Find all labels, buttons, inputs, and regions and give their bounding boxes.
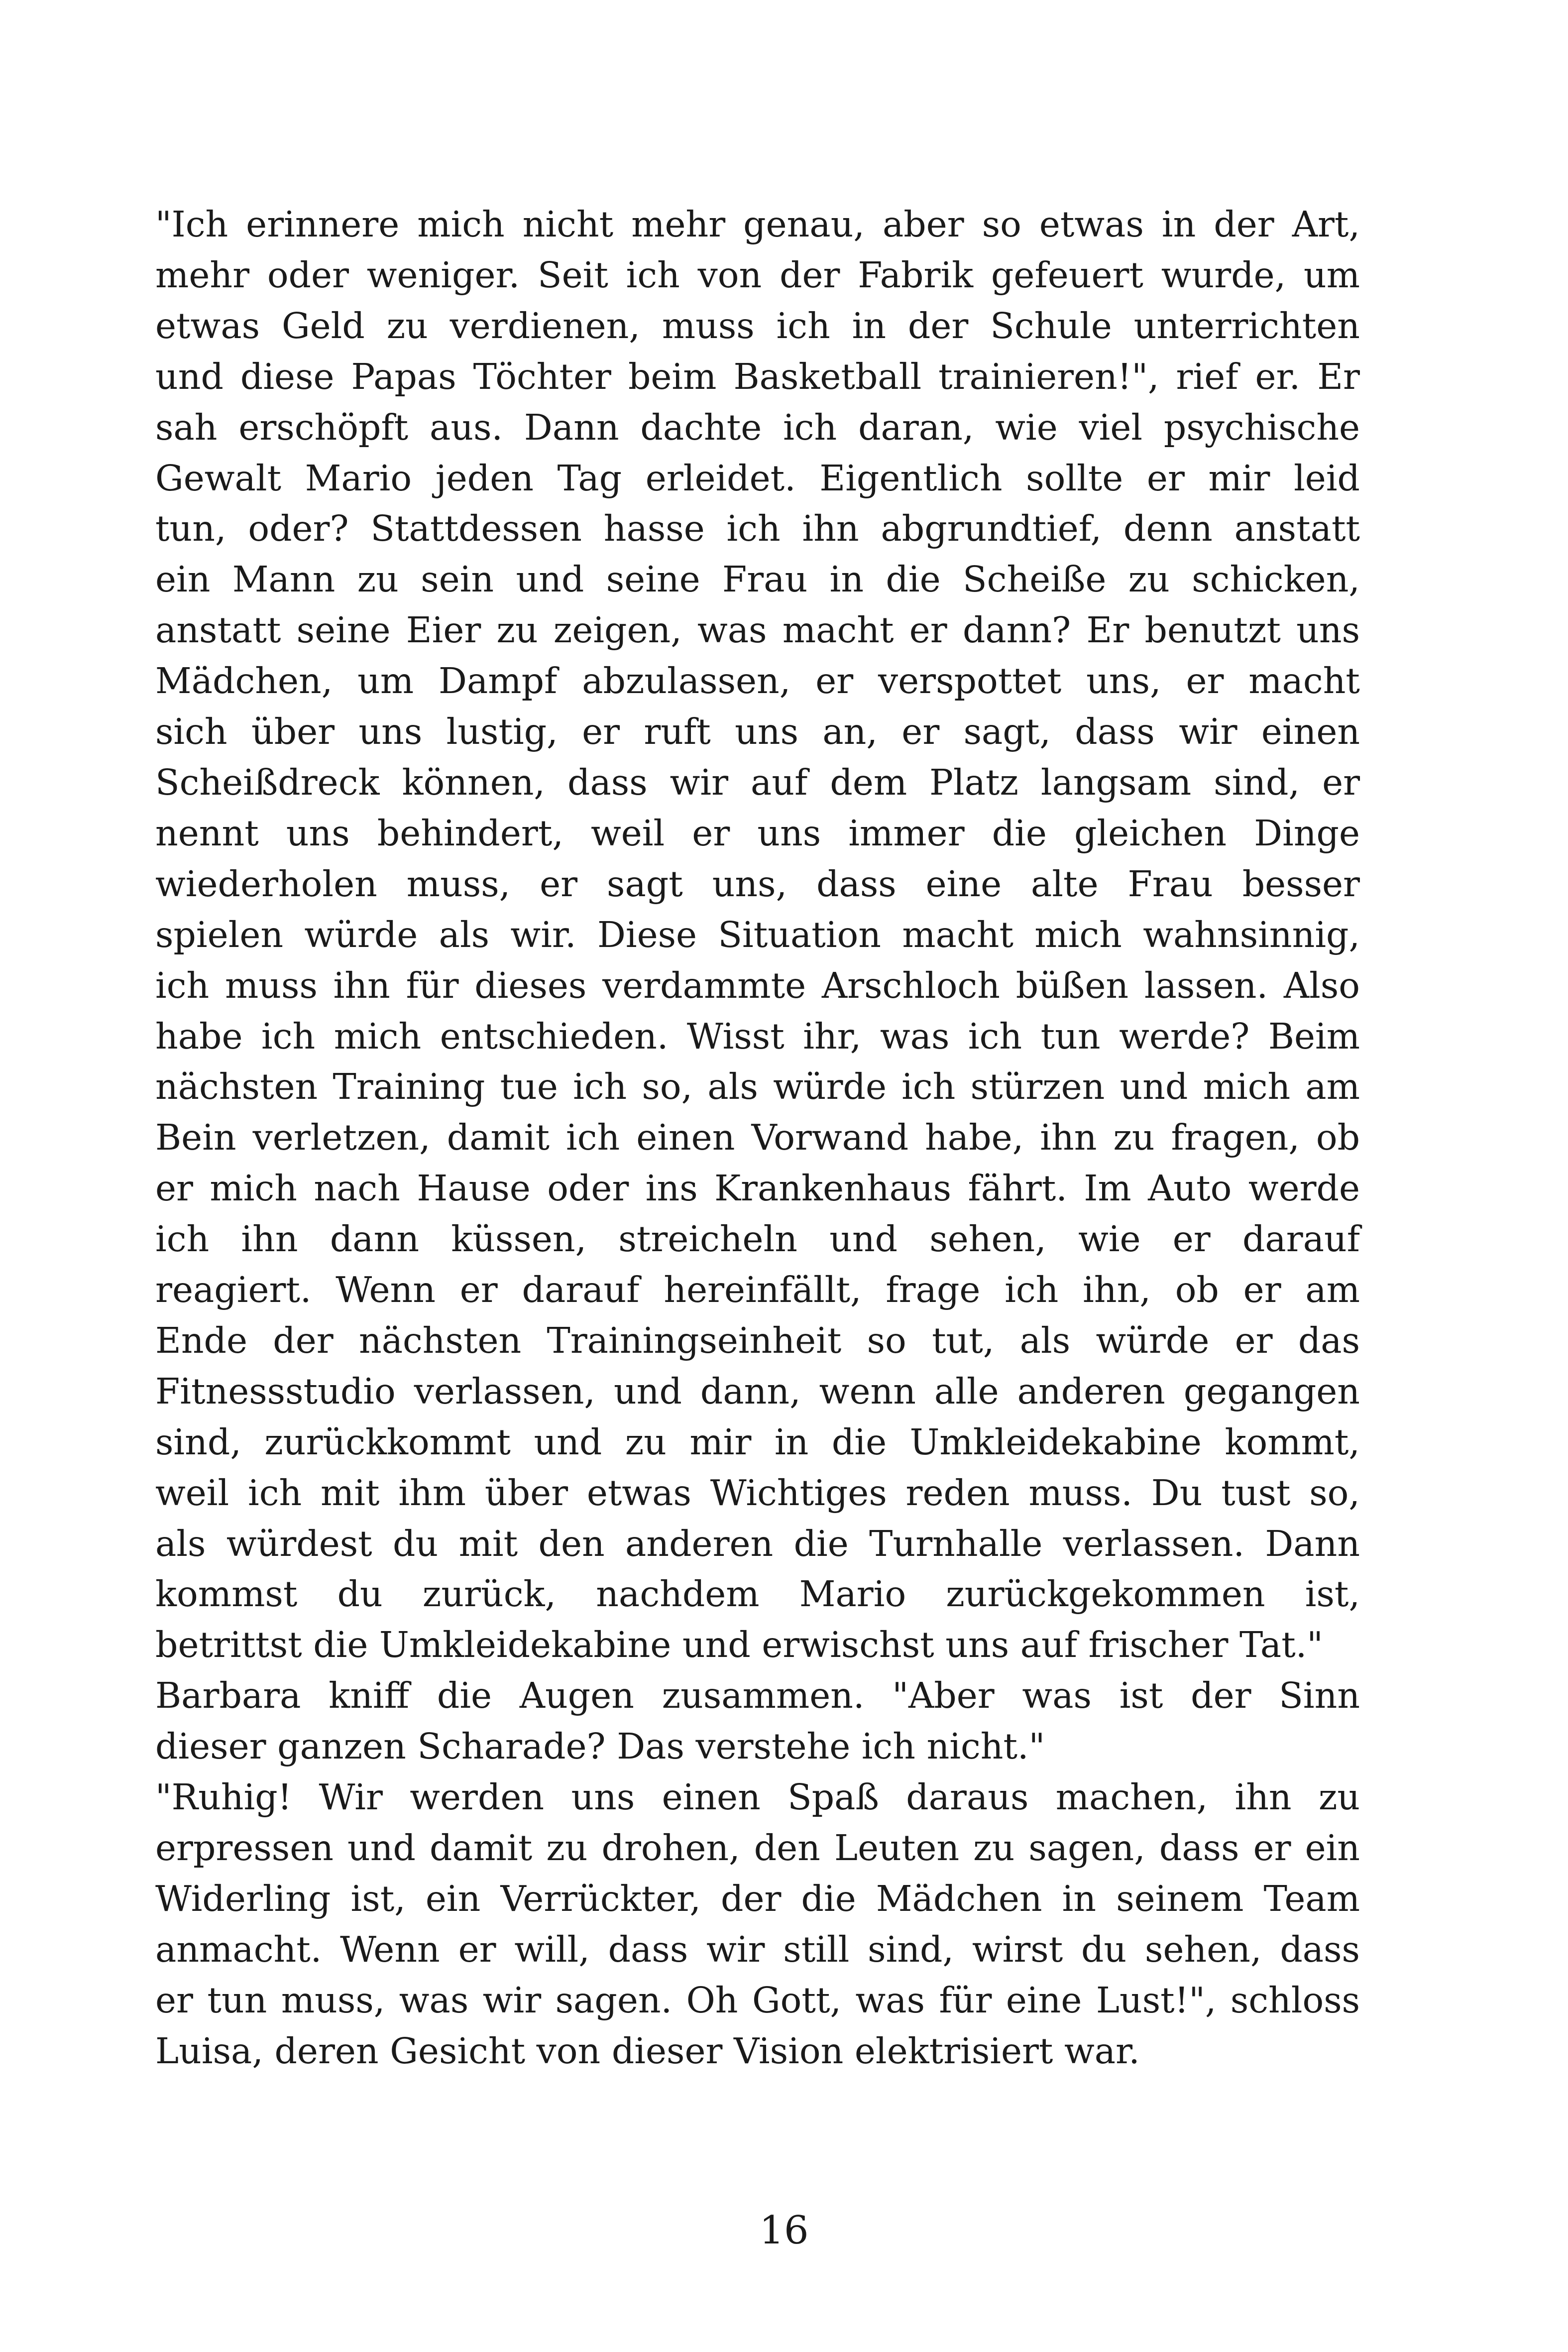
text-line: Mädchen, um Dampf abzulassen, er verspottet uns, er macht	[155, 660, 1360, 702]
page-number: 16	[759, 2208, 809, 2253]
text-line: als würdest du mit den anderen die Turnhalle verlassen. Dann	[155, 1523, 1360, 1564]
text-line: anmacht. Wenn er will, dass wir still sind, wirst du sehen, dass	[155, 1928, 1360, 1970]
text-line: mehr oder weniger. Seit ich von der Fabrik gefeuert wurde, um	[155, 254, 1360, 296]
text-line: sah erschöpft aus. Dann dachte ich daran, wie viel psychische	[155, 406, 1360, 448]
text-line: anstatt seine Eier zu zeigen, was macht er dann? Er benutzt uns	[155, 609, 1360, 651]
text-line: kommst du zurück, nachdem Mario zurückgekommen ist,	[155, 1573, 1360, 1615]
text-line: und diese Papas Töchter beim Basketball trainieren!", rief er. Er	[155, 355, 1360, 397]
text-line: "Ruhig! Wir werden uns einen Spaß daraus machen, ihn zu	[155, 1776, 1360, 1818]
text-line: Widerling ist, ein Verrückter, der die Mädchen in seinem Team	[155, 1878, 1360, 1919]
text-line: er tun muss, was wir sagen. Oh Gott, was für eine Lust!", schloss	[155, 1979, 1360, 2021]
text-line: spielen würde als wir. Diese Situation macht mich wahnsinnig,	[155, 914, 1360, 955]
text-line: nächsten Training tue ich so, als würde ich stürzen und mich am	[155, 1066, 1360, 1108]
text-line: etwas Geld zu verdienen, muss ich in der Schule unterrichten	[155, 305, 1360, 347]
text-line: ich muss ihn für dieses verdammte Arschloch büßen lassen. Also	[155, 964, 1360, 1006]
text-line: Gewalt Mario jeden Tag erleidet. Eigentlich sollte er mir leid	[155, 457, 1360, 499]
text-line: tun, oder? Stattdessen hasse ich ihn abgrundtief, denn anstatt	[155, 508, 1360, 550]
text-line: Fitnessstudio verlassen, und dann, wenn alle anderen gegangen	[155, 1370, 1360, 1412]
text-line: betrittst die Umkleidekabine und erwischst uns auf frischer Tat."	[155, 1624, 1323, 1666]
text-line: Luisa, deren Gesicht von dieser Vision elektrisiert war.	[155, 2030, 1140, 2072]
text-line: "Ich erinnere mich nicht mehr genau, aber so etwas in der Art,	[155, 204, 1360, 245]
text-line: Ende der nächsten Trainingseinheit so tut, als würde er das	[155, 1319, 1360, 1361]
text-line: Scheißdreck können, dass wir auf dem Platz langsam sind, er	[155, 761, 1360, 803]
text-line: dieser ganzen Scharade? Das verstehe ich nicht."	[155, 1726, 1045, 1767]
text-line: er mich nach Hause oder ins Krankenhaus fährt. Im Auto werde	[155, 1168, 1360, 1209]
text-line: reagiert. Wenn er darauf hereinfällt, frage ich ihn, ob er am	[155, 1269, 1360, 1311]
text-line: weil ich mit ihm über etwas Wichtiges reden muss. Du tust so,	[155, 1472, 1360, 1514]
text-line: Barbara kniff die Augen zusammen. "Aber was ist der Sinn	[155, 1675, 1360, 1717]
text-line: erpressen und damit zu drohen, den Leuten zu sagen, dass er ein	[155, 1827, 1360, 1869]
text-line: habe ich mich entschieden. Wisst ihr, was ich tun werde? Beim	[155, 1015, 1360, 1057]
text-line: wiederholen muss, er sagt uns, dass eine alte Frau besser	[155, 863, 1360, 905]
text-line: ich ihn dann küssen, streicheln und sehen, wie er darauf	[155, 1218, 1360, 1260]
text-line: sich über uns lustig, er ruft uns an, er sagt, dass wir einen	[155, 711, 1360, 753]
text-line: ein Mann zu sein und seine Frau in die Scheiße zu schicken,	[155, 559, 1360, 600]
text-line: Bein verletzen, damit ich einen Vorwand habe, ihn zu fragen, ob	[155, 1117, 1360, 1159]
text-line: nennt uns behindert, weil er uns immer die gleichen Dinge	[155, 812, 1360, 854]
body-text	[155, 199, 1360, 2077]
text-line: sind, zurückkommt und zu mir in die Umkleidekabine kommt,	[155, 1421, 1360, 1463]
